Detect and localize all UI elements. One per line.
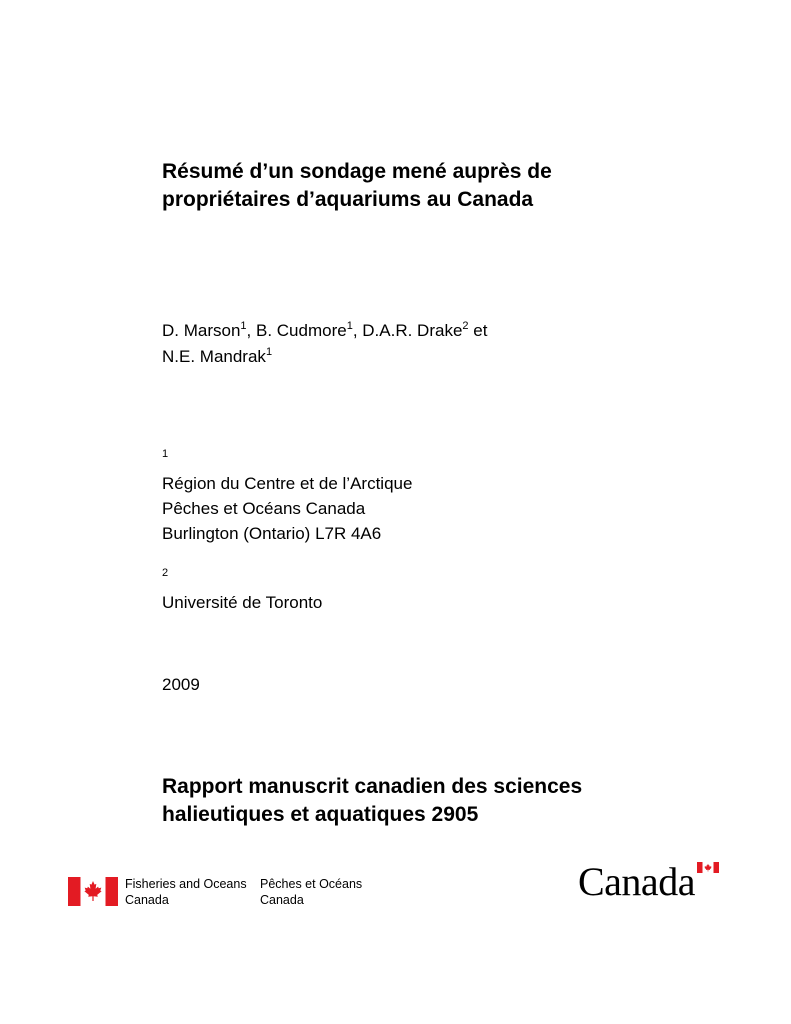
report-title [162,158,722,214]
fip-english-line-2: Canada [125,893,169,907]
author-cudmore: , B. Cudmore [246,321,347,340]
author-drake: , D.A.R. Drake [352,321,463,340]
authors-line-1 [162,318,722,344]
affiliation-1-line-3: Burlington (Ontario) L7R 4A6 [162,524,382,543]
canada-wordmark [578,858,728,908]
author-drake-affiliation: 2 [462,320,469,332]
authors [162,318,722,370]
fip-signature [68,876,398,906]
affiliation-2-line-1 [162,565,722,615]
affiliation-1 [162,446,722,546]
title-line-1: Résumé d’un sondage mené auprès de [162,160,552,183]
authors-line-2 [162,344,722,370]
affiliation-2-university: Université de Toronto [162,593,323,612]
author-marson-affiliation: 1 [240,320,247,332]
affiliation-1-marker: 1 [162,448,169,460]
fip-english [125,876,247,908]
report-series [162,773,742,829]
fip-french-line-1: Pêches et Océans [260,877,363,891]
affiliation-1-region: Région du Centre et de l’Arctique [162,474,413,493]
affiliation-1-line-2: Pêches et Océans Canada [162,499,366,518]
series-line-2: halieutiques et aquatiques 2905 [162,803,479,826]
series-line-1: Rapport manuscrit canadien des sciences [162,775,583,798]
title-line-2: propriétaires d’aquariums au Canada [162,188,534,211]
author-mandrak: N.E. Mandrak [162,347,266,366]
author-mandrak-affiliation: 1 [265,346,273,358]
publication-year: 2009 [162,675,200,694]
affiliation-2-marker: 2 [162,567,169,579]
canada-wordmark-text: Canada [578,859,695,904]
author-conjunction: et [468,321,488,340]
author-marson: D. Marson [162,321,241,340]
wordmark-flag-icon [697,862,719,873]
canada-flag-icon [68,877,118,906]
author-cudmore-affiliation: 1 [346,320,353,332]
affiliation-2 [162,565,722,615]
affiliation-1-line-1 [162,446,722,496]
fip-english-line-1: Fisheries and Oceans [125,877,247,891]
fip-french-line-2: Canada [260,893,304,907]
fip-french [260,876,362,908]
